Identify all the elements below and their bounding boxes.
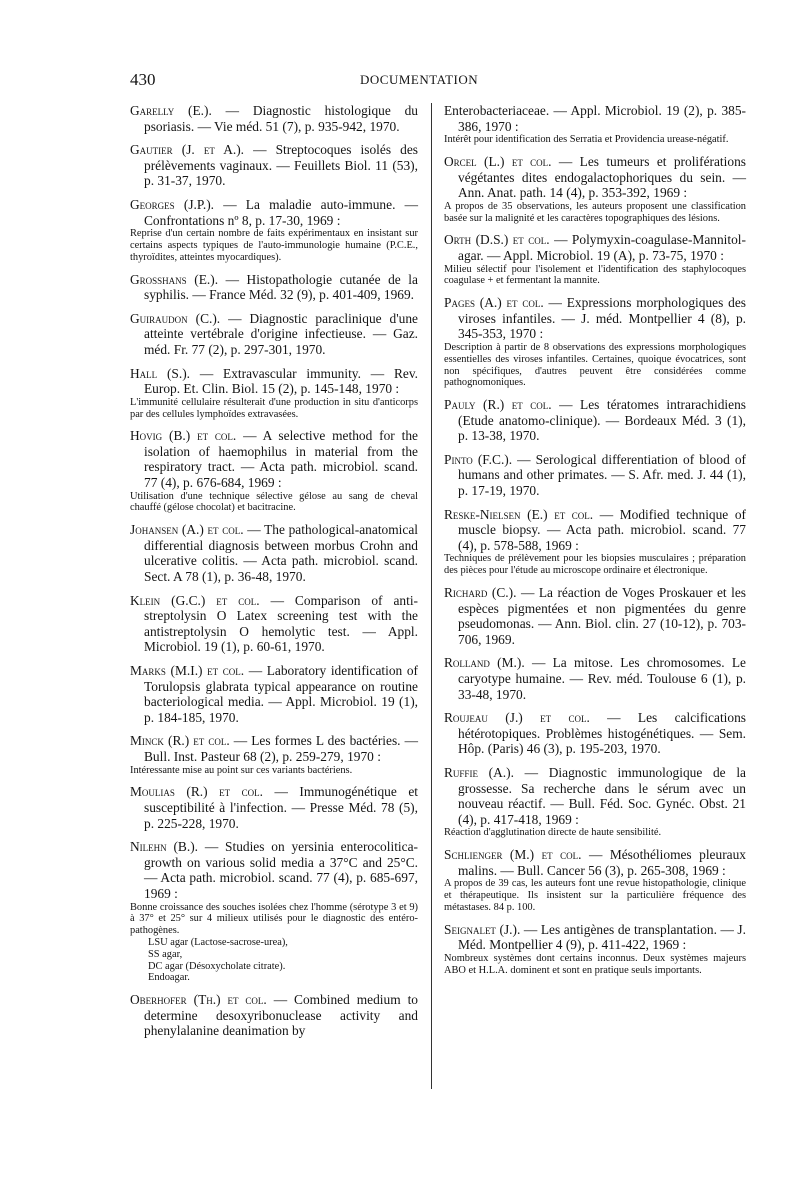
bibliography-entry [130,142,418,189]
entry-author: Orcel (L.) et col. [444,153,552,169]
entry-citation [130,366,418,397]
entry-author: Reske-Nielsen (E.) et col. [444,506,594,522]
entry-author: Nilehn (B.). [130,839,199,855]
bibliography-entry [130,103,418,134]
entry-citation [130,593,418,655]
entry-note: Milieu sélectif pour l'isolement et l'identification des staphylocoques coagulase + et fermentant la mannite. [444,263,746,287]
bibliography-entry [444,507,746,577]
bibliography-entry [444,847,746,914]
column-divider [431,103,432,1089]
entry-citation [130,733,418,764]
entry-author: Ruffie (A.). [444,764,514,780]
bibliography-entry [444,922,746,977]
entry-author: Hall (S.). [130,365,191,381]
entry-citation [444,103,746,134]
bibliography-entry [130,522,418,584]
entry-reference: — Diagnostic histologique du psoriasis. — Vie méd. 51 (7), p. 935-942, 1970. [144,103,418,134]
entry-author: Georges (J.P.). [130,196,214,212]
entry-note: Bonne croissance des souches isolées chez l'homme (sérotype 3 et 9) à 37° et 25° sur 4 milieux utilisés pour le diagnostic des entéro-pathogènes. [130,901,418,937]
entry-citation [130,663,418,725]
entry-citation [444,585,746,647]
entry-author: Marks (M.I.) et col. [130,663,245,679]
entry-author: Grosshans (E.). [130,271,219,287]
entry-note: L'immunité cellulaire résulterait d'une production in situ d'anticorps par des cellules lymphoïdes extravasées. [130,396,418,420]
media-item: SS agar, [148,948,183,960]
entry-citation [444,847,746,878]
entry-author: Richard (C.). [444,585,517,601]
entry-note: Intérêt pour identification des Serratia et Providencia urease-négatif. [444,134,729,146]
entry-author: Pinto (F.C.). [444,451,513,467]
entry-citation [444,295,746,342]
entry-reference: — Expressions morphologiques des viroses infantiles. — J. méd. Montpellier 4 (8), p. 345-353, 1970 : [458,295,746,342]
bibliography-entry [130,784,418,831]
entry-author: Pages (A.) et col. [444,295,544,311]
bibliography-entry [130,272,418,303]
entry-note: A propos de 39 cas, les auteurs font une revue histopathologie, clinique et thérapeutique. Ils insistent sur la particulière fréquence des métastases. 84 p. 100. [444,878,746,913]
entry-reference: — Les antigènes de transplantation. — J. Méd. Montpellier 4 (9), p. 411-422, 1969 : [458,921,746,953]
entry-citation [130,839,418,901]
bibliography-entry [130,593,418,655]
entry-reference: — The pathological-anatomical differential diagnosis between morbus Crohn and ulcerative colitis. — Acta path. microbiol. scand. Sect. A 78 (1), p. 36-48, 1970. [144,522,418,585]
entry-reference: — Combined medium to determine desoxyribonuclease activity and phenylalanine deanimation by [144,992,418,1039]
entry-reference: — Polymyxin-coagulase-Mannitol-agar. — Appl. Microbiol. 19 (A), p. 73-75, 1970 : [458,232,746,263]
entry-citation [130,311,418,358]
entry-citation [444,655,746,702]
bibliography-entry [130,733,418,776]
bibliography-entry [444,154,746,224]
bibliography-entry [130,197,418,264]
entry-reference: — Modified technique of muscle biopsy. — Acta path. microbiol. scand. 77 (4), p. 578-588, 1969 : [458,506,746,553]
entry-author: Schlienger (M.) et col. [444,847,582,863]
left-column [130,103,418,1047]
entry-citation [130,428,418,490]
entry-citation [444,710,746,757]
bibliography-entry [130,428,418,514]
entry-reference: — La maladie auto-immune. — Confrontations nº 8, p. 17-30, 1969 : [144,196,418,228]
entry-citation [130,142,418,189]
entry-author: Roujeau (J.) et col. [444,710,590,726]
entry-reference: — La mitose. Les chromosomes. Le caryotype humaine. — Rev. méd. Toulouse 6 (1), p. 33-48, 1970. [458,655,746,702]
entry-author: Oberhofer (Th.) et col. [130,992,267,1008]
running-title: DOCUMENTATION [360,72,479,87]
bibliography-entry [444,655,746,702]
right-column [444,103,746,985]
page-number: 430 [130,70,156,89]
media-item: LSU agar (Lactose-sacrose-urea), [148,936,288,948]
entry-reference: — Comparison of anti-streptolysin O Latex screening test with the antistreptolysin O hemolytic test. — Appl. Microbiol. 19 (1), p. 60-61, 1970. [144,592,419,655]
entry-reference: — Les calcifications hétérotopiques. Problèmes histogénétiques. — Sem. Hôp. (Paris) 46 (3), p. 195-203, 1970. [458,710,746,757]
entry-note: Utilisation d'une technique sélective gélose au sang de cheval chauffé (gélose chocolat) et bacitracine. [130,490,418,514]
media-item: Endoagar. [148,972,190,984]
entry-citation [130,992,418,1039]
entry-author: Rolland (M.). [444,655,525,671]
entry-citation [444,154,746,201]
entry-author: Moulias (R.) et col. [130,784,263,800]
entry-reference: — Immunogénétique et susceptibilité à l'infection. — Presse Méd. 78 (5), p. 225-228, 1970. [144,784,418,831]
entry-reference: — Les tumeurs et proliférations végétantes dites endogalactophoriques du sein. — Ann. Anat. path. 14 (4), p. 353-392, 1969 : [458,153,746,201]
entry-note: Reprise d'un certain nombre de faits expérimentaux en insistant sur certains aspects typiques de l'auto-immunologie humaine (P.C.E., thyroïdites, atteintes myocardiques). [130,228,418,263]
entry-author: Orth (D.S.) et col. [444,232,550,248]
bibliography-entry [130,992,418,1039]
entry-reference: — Les formes L des bactéries. — Bull. Inst. Pasteur 68 (2), p. 259-279, 1970 : [144,733,418,764]
entry-author: Klein (G.C.) et col. [130,592,260,608]
entry-note: A propos de 35 observations, les auteurs proposent une classification basée sur la malignité et les caractères topographiques des lésions. [444,200,746,224]
bibliography-entry [130,311,418,358]
entry-reference: — Extravascular immunity. — Rev. Europ. Et. Clin. Biol. 15 (2), p. 145-148, 1970 : [144,365,418,397]
bibliography-entry [130,366,418,421]
entry-reference: — Studies on yersinia enterocolitica-growth on various solid media a 37°C and 25°C. — Acta path. microbiol. scand. 77 (4), p. 685-697, 1969 : [144,839,418,901]
bibliography-entry [444,585,746,647]
entry-author: Garelly (E.). [130,103,212,118]
entry-citation [444,765,746,827]
media-item: DC agar (Désoxycholate citrate). [148,960,286,972]
bibliography-entry [444,452,746,499]
entry-author: Minck (R.) et col. [130,733,230,749]
bibliography-entry [444,397,746,444]
media-list [130,937,418,984]
entry-reference: — Streptocoques isolés des prélèvements vaginaux. — Feuillets Biol. 11 (53), p. 31-37, 1970. [144,142,418,189]
entry-note: Description à partir de 8 observations des expressions morphologiques essentielles des viroses infantiles. Certaines, quoique évocatrices, sont non spécifiques, d'autres peuvent être considérées comme pathognomoniques. [444,341,746,389]
entry-reference: — Mésothéliomes pleuraux malins. — Bull. Cancer 56 (3), p. 265-308, 1969 : [458,847,746,878]
bibliography-entry [444,295,746,389]
bibliography-entry [444,765,746,839]
entry-citation [444,232,746,263]
entry-note: Techniques de prélèvement pour les biopsies musculaires ; préparation des pièces pour l'étude au microscope ordinaire et électronique. [444,553,746,577]
entry-reference: — Histopathologie cutanée de la syphilis. — France Méd. 32 (9), p. 401-409, 1969. [144,271,418,303]
entry-reference: — Serological differentiation of blood of humans and other primates. — S. Afr. med. J. 44 (1), p. 17-19, 1970. [458,451,746,499]
entry-citation [444,922,746,953]
entry-author: Pauly (R.) et col. [444,397,552,413]
entry-author: Guiraudon (C.). [130,310,221,326]
entry-citation [130,522,418,584]
entry-reference: — Diagnostic paraclinique d'une atteinte vertébrale d'origine infectieuse. — Gaz. méd. Fr. 77 (2), p. 297-301, 1970. [144,310,418,357]
entry-citation [444,397,746,444]
bibliography-entry [444,232,746,287]
entry-reference: Enterobacteriaceae. — Appl. Microbiol. 19 (2), p. 385-386, 1970 : [444,103,746,134]
entry-reference: — Les tératomes intrarachidiens (Etude anatomo-clinique). — Bordeaux Méd. 3 (1), p. 13-38, 1970. [458,397,746,444]
entry-note: Nombreux systèmes dont certains inconnus. Deux systèmes majeurs ABO et H.L.A. dominent et sont en pratique seuls importants. [444,952,746,976]
entry-note: Réaction d'agglutination directe de haute sensibilité. [444,827,662,839]
entry-author: Gautier (J. et A.). [130,142,245,158]
entry-note: Intéressante mise au point sur ces variants bactériens. [130,764,353,776]
entry-citation [444,452,746,499]
bibliography-entry [444,103,746,146]
bibliography-entry [130,663,418,725]
entry-reference: — La réaction de Voges Proskauer et les espèces pigmentées et non pigmentées du genre pseudomonas. — Ann. Biol. clin. 27 (10-12), p. 703-706, 1969. [458,585,746,647]
entry-reference: — Laboratory identification of Torulopsis glabrata typical appearance on routine bacteriological media. — Appl. Microbiol. 19 (1), p. 184-185, 1970. [144,663,418,725]
entry-citation [130,784,418,831]
entry-citation [130,103,418,134]
entry-citation [444,507,746,554]
entry-citation [130,272,418,303]
bibliography-entry [130,839,418,984]
entry-citation [130,197,418,228]
entry-author: Johansen (A.) et col. [130,522,244,538]
entry-reference: — A selective method for the isolation of haemophilus in material from the respiratory tract. — Acta path. microbiol. scand. 77 (4), p. 676-684, 1969 : [144,428,418,491]
entry-author: Seignalet (J.). [444,921,521,937]
bibliography-entry [444,710,746,757]
entry-author: Hovig (B.) et col. [130,428,237,444]
entry-reference: — Diagnostic immunologique de la grossesse. Sa recherche dans le sérum avec un nouveau réactif. — Bull. Féd. Soc. Gynéc. Obst. 21 (4), p. 417-418, 1969 : [458,764,746,827]
